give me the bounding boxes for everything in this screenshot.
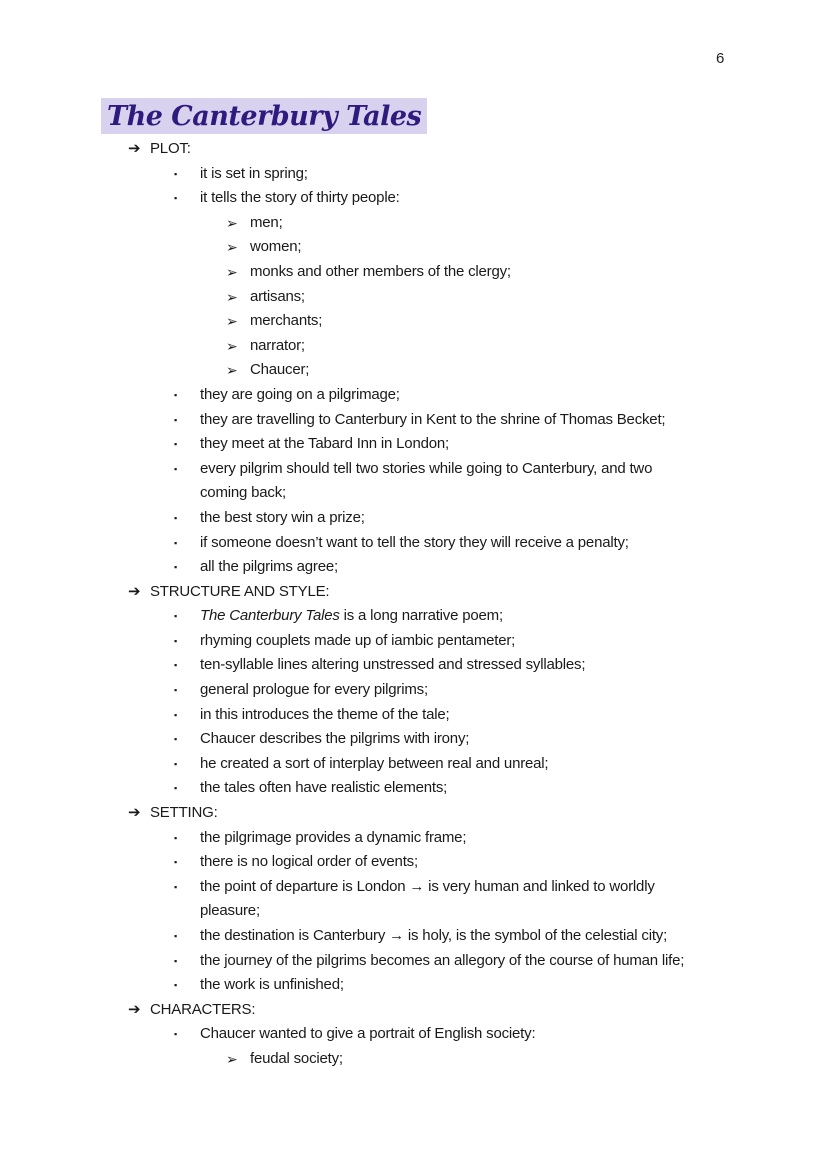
list-item: [0, 383, 828, 408]
list-item: [0, 432, 828, 457]
sub-list-item: [0, 260, 828, 285]
square-bullet-icon: ▪: [174, 881, 177, 892]
list-item: [0, 973, 828, 998]
sub-list-item-text: women;: [250, 238, 302, 256]
list-item-text: Chaucer describes the pilgrims with irony;: [200, 730, 470, 748]
list-item-text: [200, 924, 667, 949]
sub-list-item-text: artisans;: [250, 287, 305, 305]
sub-list-item: [0, 211, 828, 236]
list-item-text: the pilgrimage provides a dynamic frame;: [200, 828, 467, 846]
arrowhead-icon: ➢: [226, 288, 238, 305]
list-item-text-part: is very human and linked to worldly: [424, 877, 655, 895]
list-item-text: in this introduces the theme of the tale;: [200, 705, 450, 723]
sub-list-item-text: narrator;: [250, 336, 305, 354]
square-bullet-icon: ▪: [174, 709, 177, 720]
square-bullet-icon: ▪: [174, 537, 177, 548]
square-bullet-icon: ▪: [174, 463, 177, 474]
square-bullet-icon: ▪: [174, 168, 177, 179]
sub-list-item-text: monks and other members of the clergy;: [250, 262, 511, 280]
list-item: [0, 1022, 828, 1047]
square-bullet-icon: ▪: [174, 931, 177, 941]
list-item: [0, 506, 828, 531]
section-heading-characters: [0, 998, 828, 1023]
square-bullet-icon: ▪: [174, 857, 177, 868]
list-item: [0, 727, 828, 752]
list-item-text: the tales often have realistic elements;: [200, 779, 448, 797]
list-item: [0, 776, 828, 801]
list-item: [0, 678, 828, 703]
square-bullet-icon: ▪: [174, 980, 177, 991]
list-item: [0, 752, 828, 777]
arrowhead-icon: ➢: [226, 263, 238, 280]
poem-title: The Canterbury Tales: [200, 607, 340, 625]
section-heading-text: CHARACTERS:: [150, 1000, 256, 1018]
sub-list-item-text: merchants;: [250, 312, 323, 330]
square-bullet-icon: ▪: [174, 414, 177, 425]
page-number: 6: [716, 50, 725, 67]
arrow-icon: ➔: [128, 1000, 141, 1018]
list-item-continuation: [0, 481, 828, 506]
square-bullet-icon: ▪: [174, 512, 177, 523]
arrow-icon: ➔: [128, 582, 141, 600]
sub-list-item: [0, 358, 828, 383]
list-item-text: it tells the story of thirty people:: [200, 189, 400, 207]
list-item-text-part: is holy, is the symbol of the celestial city;: [403, 927, 668, 944]
list-item: [0, 629, 828, 654]
square-bullet-icon: ▪: [174, 783, 177, 794]
list-item: [0, 162, 828, 187]
sub-list-item-text: men;: [250, 213, 283, 231]
list-item-text: he created a sort of interplay between real and unreal;: [200, 754, 549, 772]
list-item: [0, 924, 828, 949]
list-item-text-part: the destination is Canterbury: [200, 927, 390, 944]
list-item-text: rhyming couplets made up of iambic pentameter;: [200, 631, 516, 649]
arrowhead-icon: ➢: [226, 362, 238, 379]
list-item-text: the best story win a prize;: [200, 508, 365, 526]
list-item-text: general prologue for every pilgrims;: [200, 681, 428, 699]
square-bullet-icon: ▪: [174, 1029, 177, 1040]
list-item-text-rest: is a long narrative poem;: [339, 607, 503, 625]
list-item: [0, 186, 828, 211]
list-item: [0, 555, 828, 580]
square-bullet-icon: ▪: [174, 611, 177, 622]
square-bullet-icon: ▪: [174, 832, 177, 843]
square-bullet-icon: ▪: [174, 562, 177, 573]
section-heading-text: SETTING:: [150, 804, 218, 822]
square-bullet-icon: ▪: [174, 758, 177, 769]
square-bullet-icon: ▪: [174, 734, 177, 745]
list-item-text: Chaucer wanted to give a portrait of English society:: [200, 1025, 536, 1043]
list-item: [0, 653, 828, 678]
sub-list-item: [0, 334, 828, 359]
list-item-text: [200, 875, 655, 900]
section-heading-plot: [0, 137, 828, 162]
square-bullet-icon: ▪: [174, 193, 177, 204]
list-item-text: they meet at the Tabard Inn in London;: [200, 435, 449, 453]
sub-list-item-text: feudal society;: [250, 1049, 343, 1067]
title-highlight: [101, 98, 427, 134]
list-item: [0, 604, 828, 629]
list-item: [0, 826, 828, 851]
sub-list-item: [0, 1047, 828, 1072]
arrowhead-icon: ➢: [226, 239, 238, 256]
list-item-text: [200, 604, 503, 629]
list-item-text: coming back;: [200, 484, 286, 502]
square-bullet-icon: ▪: [174, 660, 177, 671]
list-item-text: there is no logical order of events;: [200, 853, 418, 871]
list-item-text: if someone doesn’t want to tell the story they will receive a penalty;: [200, 533, 629, 551]
arrowhead-icon: ➢: [226, 337, 238, 354]
arrowhead-icon: ➢: [226, 1050, 238, 1067]
arrow-icon: ➔: [128, 140, 141, 157]
sub-list-item: [0, 285, 828, 310]
sub-list-item: [0, 235, 828, 260]
sub-list-item-text: Chaucer;: [250, 361, 310, 379]
list-item: [0, 875, 828, 900]
section-heading-text: PLOT:: [150, 140, 191, 157]
right-arrow-icon: →: [409, 877, 425, 895]
list-item-text: they are going on a pilgrimage;: [200, 385, 400, 403]
page-title: The Canterbury Tales: [107, 100, 422, 132]
square-bullet-icon: ▪: [174, 685, 177, 696]
arrowhead-icon: ➢: [226, 214, 238, 231]
list-item-text: all the pilgrims agree;: [200, 558, 338, 576]
list-item-text: they are travelling to Canterbury in Kent to the shrine of Thomas Becket;: [200, 410, 666, 428]
list-item: [0, 457, 828, 482]
notes-content: [0, 137, 828, 1072]
list-item: [0, 703, 828, 728]
list-item: [0, 408, 828, 433]
list-item: [0, 531, 828, 556]
square-bullet-icon: ▪: [174, 635, 177, 646]
list-item-text-part: the point of departure is London: [200, 877, 410, 895]
square-bullet-icon: ▪: [174, 389, 177, 400]
section-heading-structure: [0, 580, 828, 605]
list-item-text: every pilgrim should tell two stories while going to Canterbury, and two: [200, 459, 653, 477]
sub-list-item: [0, 309, 828, 334]
list-item-text: ten-syllable lines altering unstressed and stressed syllables;: [200, 656, 586, 674]
list-item: [0, 949, 828, 974]
arrowhead-icon: ➢: [226, 313, 238, 330]
list-item-text: it is set in spring;: [200, 164, 308, 182]
right-arrow-icon: →: [389, 927, 404, 944]
section-heading-text: STRUCTURE AND STYLE:: [150, 582, 330, 600]
arrow-icon: ➔: [128, 804, 141, 822]
list-item-continuation: [0, 899, 828, 924]
list-item-text: pleasure;: [200, 902, 260, 920]
square-bullet-icon: ▪: [174, 955, 177, 966]
square-bullet-icon: ▪: [174, 439, 177, 450]
list-item-text: the journey of the pilgrims becomes an allegory of the course of human life;: [200, 951, 685, 969]
section-heading-setting: [0, 801, 828, 826]
list-item: [0, 850, 828, 875]
list-item-text: the work is unfinished;: [200, 976, 344, 994]
